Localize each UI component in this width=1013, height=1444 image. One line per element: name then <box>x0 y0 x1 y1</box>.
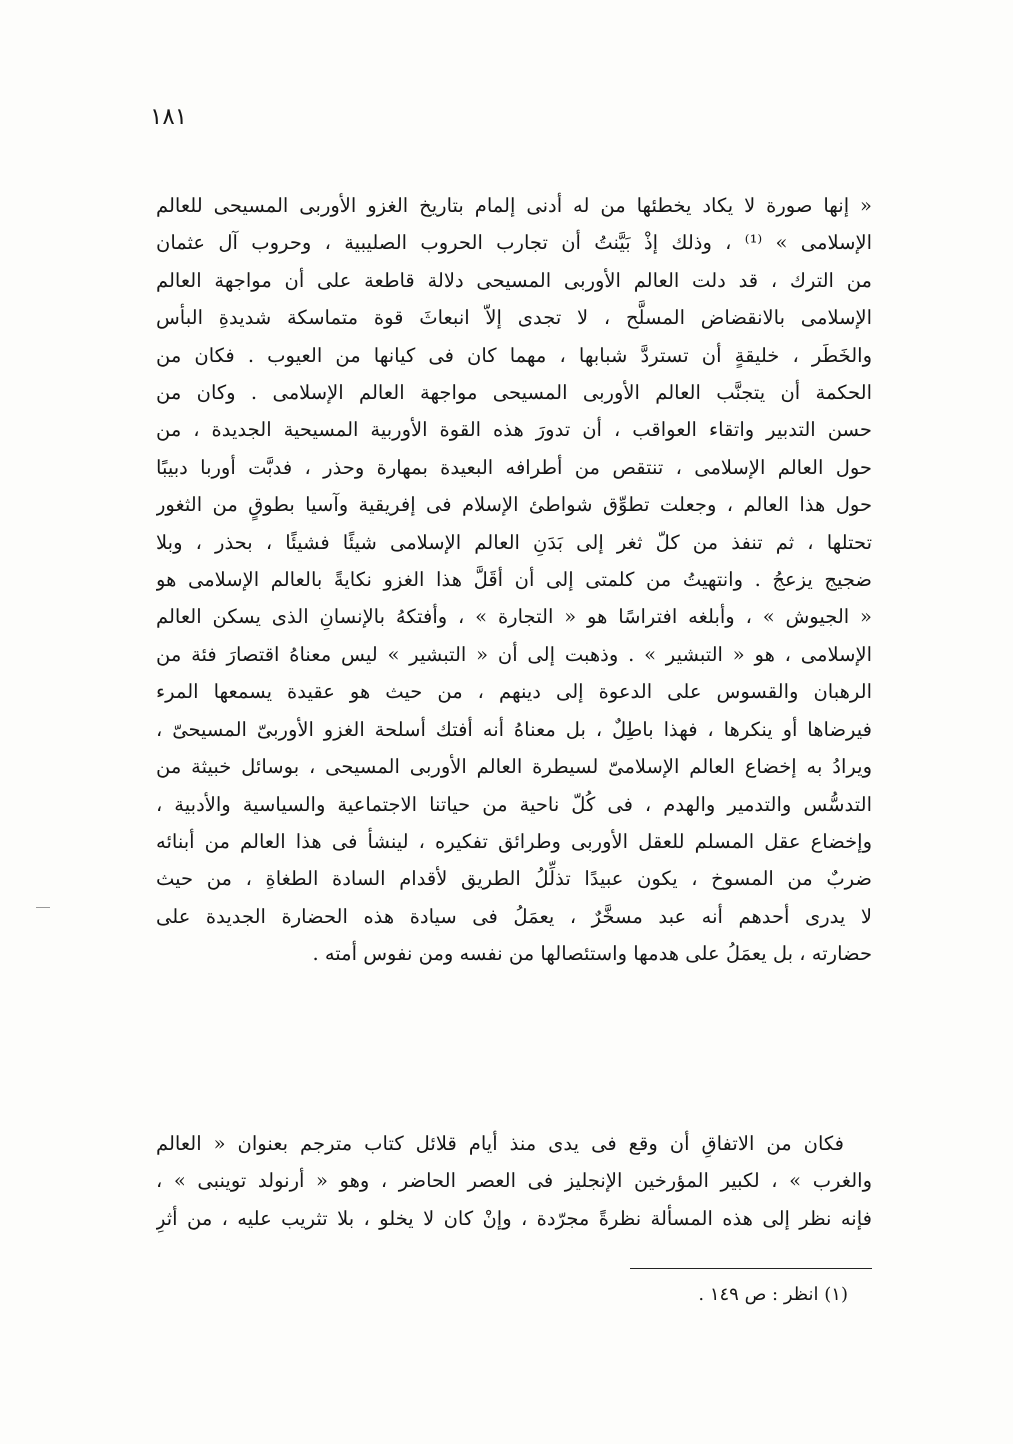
text-line: الإسلامى ، هو « التبشير » . وذهبت إلى أن « التبشير » ليس معناهُ اقتصارَ فئة من <box>156 642 872 666</box>
text-line: التدسُّس والتدمير والهدم ، فى كُلّ ناحية من حياتنا الاجتماعية والسياسية والأدبية ، <box>156 792 872 816</box>
text-line: فإنه نظر إلى هذه المسألة نظرةً مجرّدة ، وإنْ كان لا يخلو ، بلا تثريب عليه ، من أثرِ <box>156 1206 872 1230</box>
text-line: وإخضاع عقل المسلم للعقل الأوربى وطرائق تفكيره ، لينشأ فى هذا العالم من أبنائه <box>156 829 872 853</box>
text-line: فيرضاها أو ينكرها ، فهذا باطِلٌ ، بل معناهُ أنه أفتك أسلحة الغزو الأوربىّ المسيحىّ ، <box>156 717 872 741</box>
text-line: والغرب » ، لكبير المؤرخين الإنجليز فى العصر الحاضر ، وهو « أرنولد توينبى » ، <box>156 1169 872 1193</box>
text-line: ضجيج يزعجُ . وانتهيتُ من كلمتى إلى أن أقَلَّ هذا الغزو نكايةً بالعالم الإسلامى هو <box>156 568 872 592</box>
text-line: الإسلامى بالانقضاض المسلَّح ، لا تجدى إلاّ انبعاثَ قوة متماسكة شديدةِ البأس <box>156 306 872 330</box>
text-line: لا يدرى أحدهم أنه عبد مسخَّرٌ ، يعمَلُ فى سيادة هذه الحضارة الجديدة على <box>156 904 872 928</box>
text-line: ضربٌ من المسوخ ، يكون عبيدًا تذلِّلُ الطريق لأقدام السادة الطغاةِ ، من حيث <box>156 867 872 891</box>
text-line: الرهبان والقسوس على الدعوة إلى دينهم ، من حيث هو عقيدة يسمعها المرء <box>156 680 872 704</box>
text-line: « الجيوش » ، وأبلغه افتراسًا هو « التجارة » ، وأفتكهُ بالإنسانِ الذى يسكن العالم <box>156 605 872 629</box>
text-line: الحكمة أن يتجنَّب العالم الأوربى المسيحى مواجهة العالم الإسلامى . وكان من <box>156 381 872 405</box>
page-number: ١٨١ <box>150 104 188 130</box>
text-line: فكان من الاتفاقِ أن وقع فى يدى منذ أيام قلائل كتاب مترجم بعنوان « العالم <box>156 1132 844 1155</box>
footnote: (١) انظر : ص ١٤٩ . <box>698 1284 848 1305</box>
text-line: « إنها صورة لا يكاد يخطئها من له أدنى إلمام بتاريخ الغزو الأوربى المسيحى للعالم <box>156 194 872 217</box>
text-line: ويرادُ به إخضاع العالم الإسلامىّ لسيطرة العالم الأوربى المسيحى ، بوسائل خبيثة من <box>156 755 872 779</box>
text-line: من الترك ، قد دلت العالم الأوربى المسيحى دلالة قاطعة على أن مواجهة العالم <box>156 268 872 292</box>
text-line: الإسلامى » ⁽¹⁾ ، وذلك إذْ بَيَّنتُ أن تجارب الحروب الصليبية ، وحروب آل عثمان <box>156 231 872 255</box>
margin-mark <box>36 907 50 908</box>
text-line: تحتلها ، ثم تنفذ من كلّ ثغر إلى بَدَنِ العالم الإسلامى شيئًا فشيئًا ، بحذر ، وبلا <box>156 530 872 554</box>
main-paragraph <box>156 187 872 973</box>
text-line: حول العالم الإسلامى ، تنتقص من أطرافه البعيدة بمهارة وحذر ، فدبَّت أوربا دبيبًا <box>156 455 872 479</box>
footnote-separator <box>630 1268 872 1269</box>
text-line: حسن التدبير واتقاء العواقب ، أن تدورَ هذه القوة الأوربية المسيحية الجديدة ، من <box>156 418 872 442</box>
text-line: حضارته ، بل يعمَلُ على هدمها واستئصالها من نفسه ومن نفوس أمته . <box>312 942 872 966</box>
second-paragraph <box>156 1125 872 1237</box>
text-line: والخَطَر ، خليقةٍ أن تستردَّ شبابها ، مهما كان فى كيانها من العيوب . فكان من <box>156 343 872 367</box>
text-line: حول هذا العالم ، وجعلت تطوِّق شواطئ الإسلام فى إفريقية وآسيا بطوقٍ من الثغور <box>156 493 872 517</box>
